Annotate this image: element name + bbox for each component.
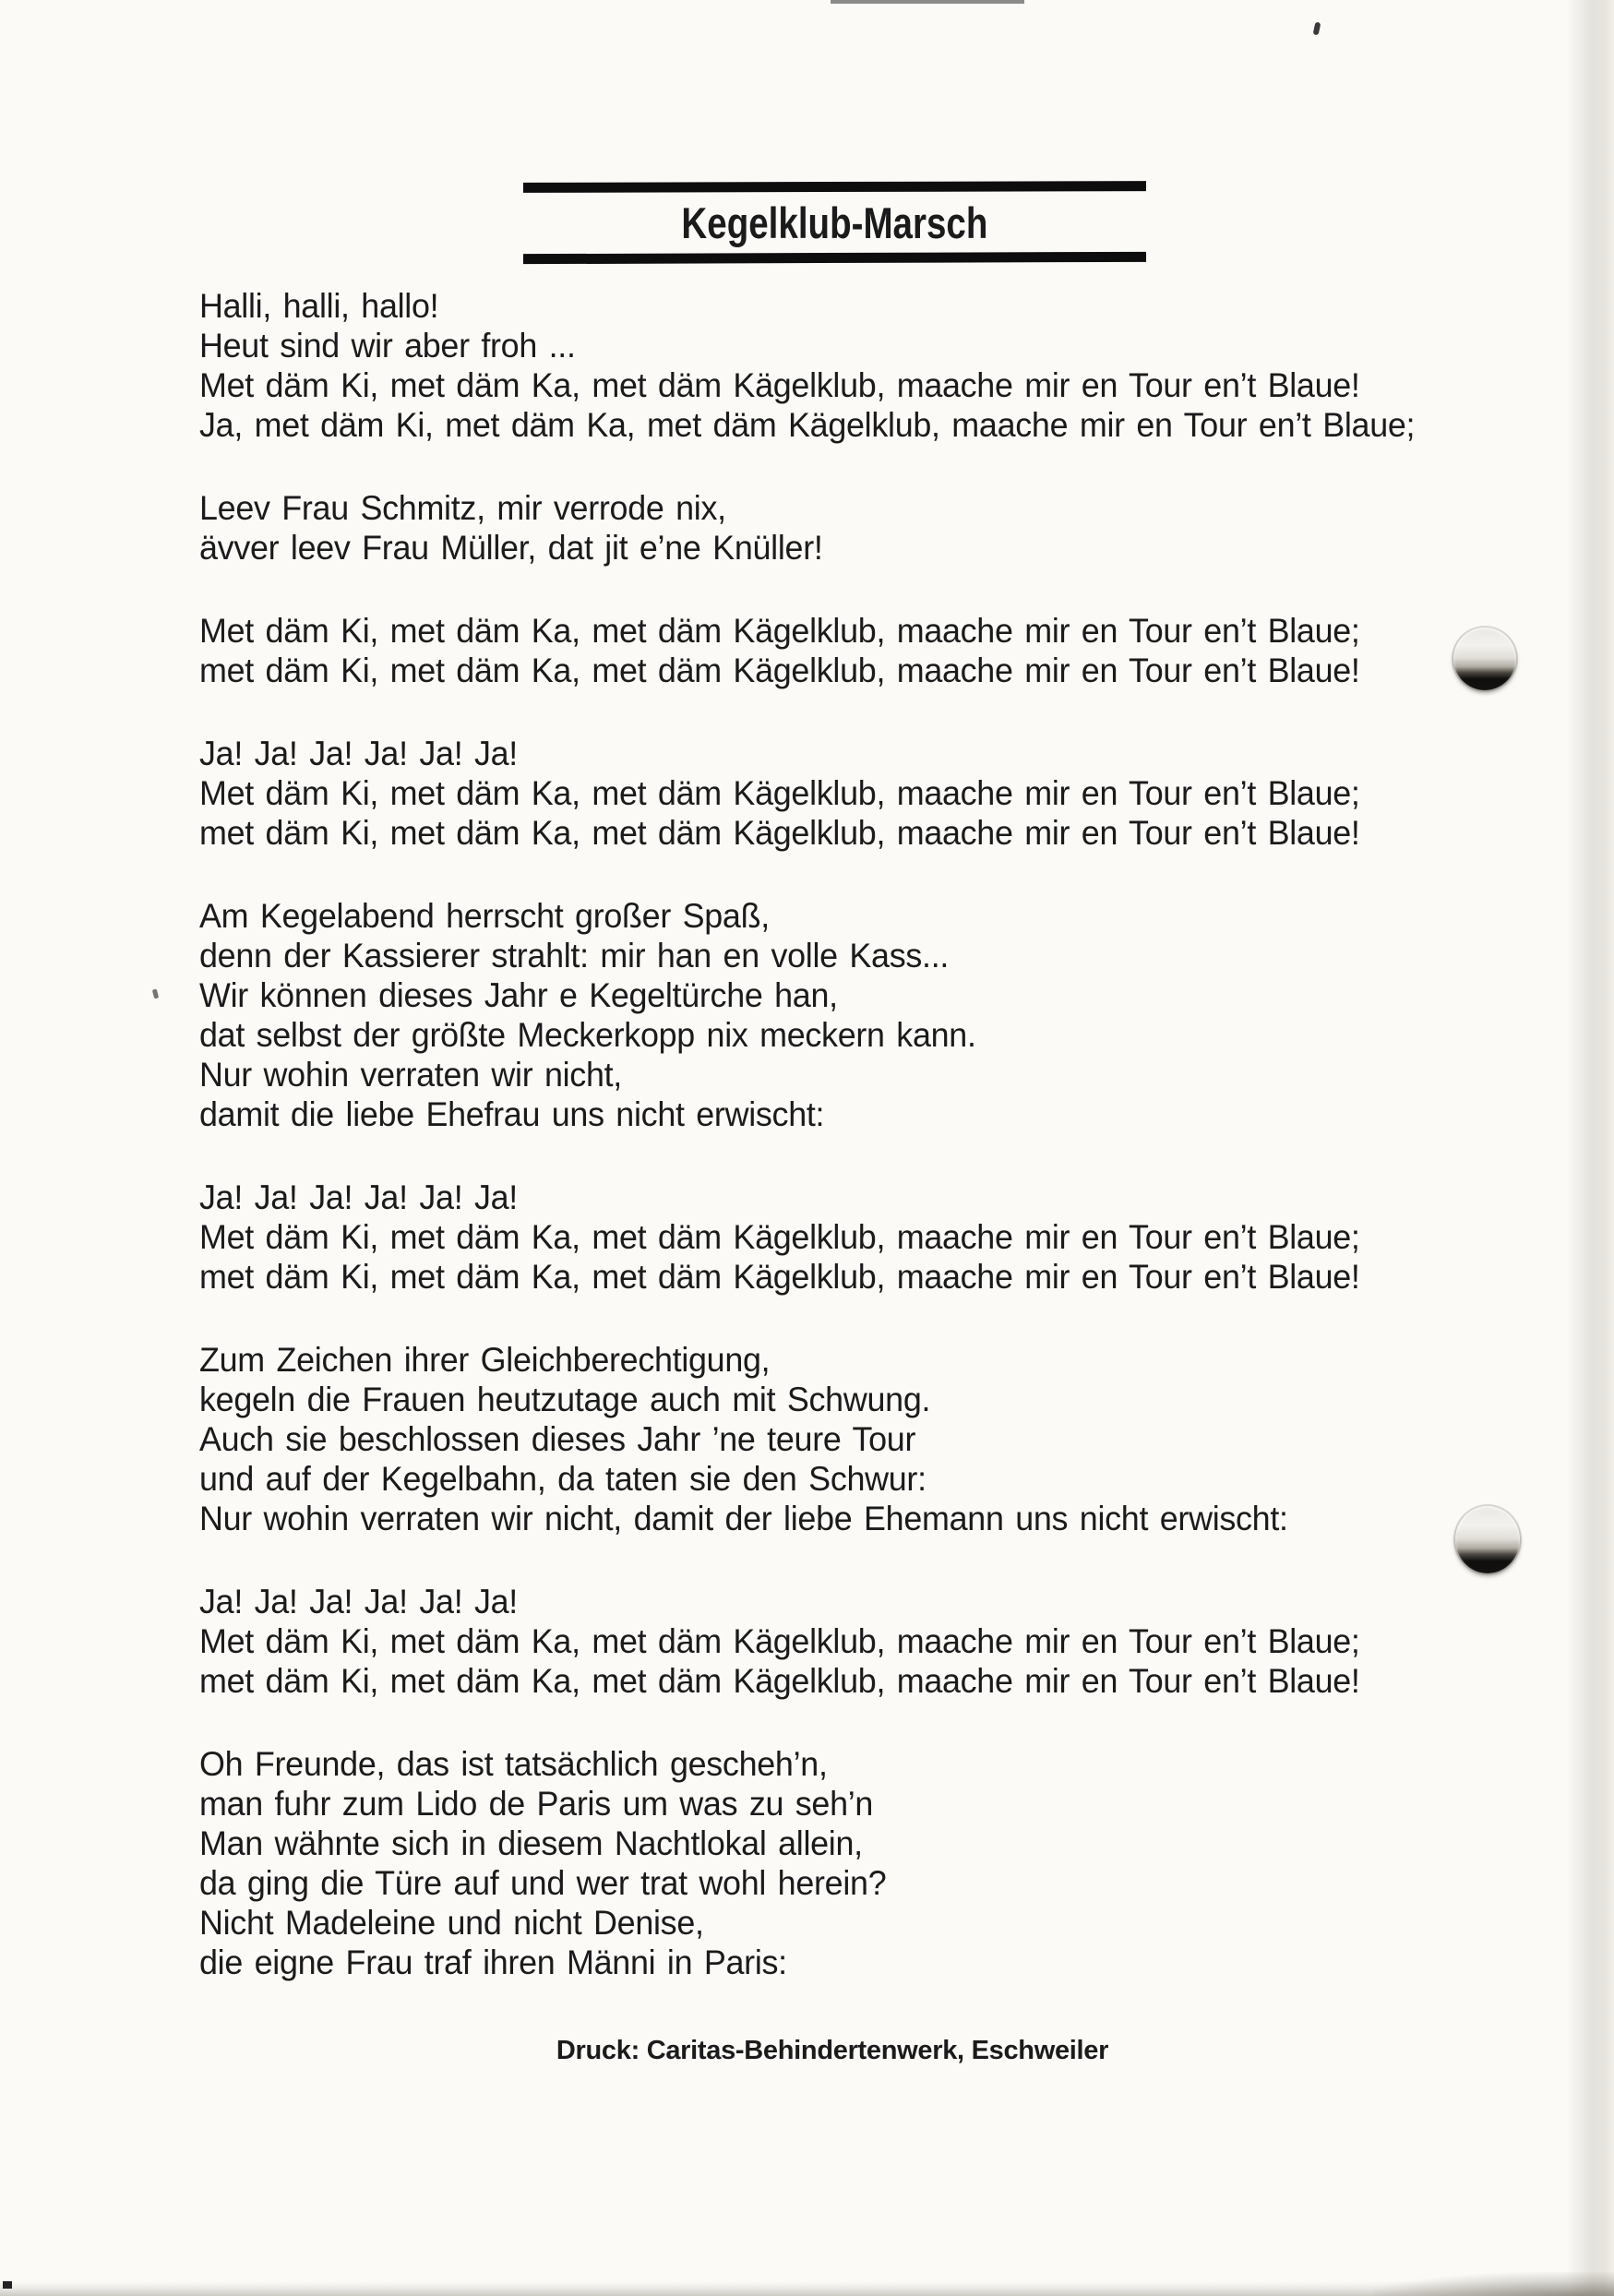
lyric-line: da ging die Türe auf und wer trat wohl herein? [199, 1864, 887, 1902]
lyric-line: Nicht Madeleine und nicht Denise, [199, 1904, 704, 1942]
lyric-line: Ja! Ja! Ja! Ja! Ja! Ja! [199, 735, 518, 772]
lyric-line: Man wähnte sich in diesem Nachtlokal allein, [199, 1824, 863, 1862]
print-credit: Druck: Caritas-Behindertenwerk, Eschweiler [556, 2036, 1109, 2065]
lyric-line: Met däm Ki, met däm Ka, met däm Kägelklub, maache mir en Tour en’t Blaue; [199, 612, 1360, 650]
lyric-line: Am Kegelabend herrscht großer Spaß, [199, 897, 770, 935]
lyrics [199, 286, 1537, 2026]
punch-hole-top [1453, 628, 1516, 690]
lyric-line: Halli, halli, hallo! [199, 287, 439, 325]
stanza [199, 734, 1537, 853]
lyric-line: Auch sie beschlossen dieses Jahr ’ne teure Tour [199, 1420, 916, 1458]
stanza [199, 1178, 1537, 1297]
stanza [199, 488, 1537, 568]
lyric-line: denn der Kassierer strahlt: mir han en volle Kass... [199, 937, 950, 975]
lyric-line: Oh Freunde, das ist tatsächlich gescheh’n, [199, 1745, 828, 1783]
scan-speck [1313, 22, 1321, 36]
lyric-line: Met däm Ki, met däm Ka, met däm Kägelklub, maache mir en Tour en’t Blaue; [199, 774, 1360, 812]
lyric-line: Leev Frau Schmitz, mir verrode nix, [199, 489, 726, 527]
lyric-line: und auf der Kegelbahn, da taten sie den Schwur: [199, 1460, 927, 1498]
lyric-line: Nur wohin verraten wir nicht, [199, 1056, 622, 1094]
scan-speck [831, 0, 1024, 4]
stanza [199, 611, 1537, 690]
lyric-line: man fuhr zum Lido de Paris um was zu seh’n [199, 1785, 874, 1823]
scan-speck [152, 989, 159, 999]
lyric-line: kegeln die Frauen heutzutage auch mit Schwung. [199, 1381, 931, 1418]
lyric-line: Wir können dieses Jahr e Kegeltürche han, [199, 976, 838, 1014]
stanza [199, 286, 1537, 445]
stanza [199, 1582, 1537, 1701]
lyric-line: die eigne Frau traf ihren Männi in Paris: [199, 1943, 787, 1981]
lyric-line: Met däm Ki, met däm Ka, met däm Kägelklub, maache mir en Tour en’t Blaue! [199, 366, 1360, 404]
title-block [523, 182, 1146, 263]
lyric-line: Met däm Ki, met däm Ka, met däm Kägelklub, maache mir en Tour en’t Blaue; [199, 1218, 1360, 1256]
lyric-line: Heut sind wir aber froh ... [199, 327, 576, 365]
lyric-line: ävver leev Frau Müller, dat jit e’ne Knüller! [199, 529, 823, 567]
punch-hole-bottom [1455, 1506, 1520, 1573]
lyric-line: met däm Ki, met däm Ka, met däm Kägelklub, maache mir en Tour en’t Blaue! [199, 814, 1360, 852]
title-rule-bottom [523, 252, 1146, 264]
lyric-line: met däm Ki, met däm Ka, met däm Kägelklub, maache mir en Tour en’t Blaue! [199, 1258, 1360, 1296]
scan-speck [3, 2281, 12, 2289]
scan-edge-bottom-shadow [0, 2281, 1614, 2296]
scan-edge-right-shadow [1566, 0, 1614, 2296]
stanza [199, 1744, 1537, 1982]
lyric-line: Ja, met däm Ki, met däm Ka, met däm Kägelklub, maache mir en Tour en’t Blaue; [199, 406, 1416, 444]
page-title: Kegelklub-Marsch [681, 197, 988, 247]
lyric-line: dat selbst der größte Meckerkopp nix meckern kann. [199, 1016, 976, 1054]
lyric-line: Nur wohin verraten wir nicht, damit der liebe Ehemann uns nicht erwischt: [199, 1500, 1288, 1537]
lyric-line: Zum Zeichen ihrer Gleichberechtigung, [199, 1341, 771, 1379]
lyric-line: Met däm Ki, met däm Ka, met däm Kägelklub, maache mir en Tour en’t Blaue; [199, 1622, 1360, 1660]
title-rule-top [523, 181, 1146, 193]
page-title-wrap [523, 192, 1146, 253]
lyric-line: met däm Ki, met däm Ka, met däm Kägelklub, maache mir en Tour en’t Blaue! [199, 1662, 1360, 1700]
scan-corner-smudge [1374, 2272, 1614, 2296]
lyric-line: Ja! Ja! Ja! Ja! Ja! Ja! [199, 1583, 518, 1620]
stanza [199, 896, 1537, 1134]
lyric-line: damit die liebe Ehefrau uns nicht erwischt: [199, 1095, 825, 1133]
stanza [199, 1340, 1537, 1538]
lyric-line: Ja! Ja! Ja! Ja! Ja! Ja! [199, 1178, 518, 1216]
lyric-line: met däm Ki, met däm Ka, met däm Kägelklub, maache mir en Tour en’t Blaue! [199, 652, 1360, 689]
